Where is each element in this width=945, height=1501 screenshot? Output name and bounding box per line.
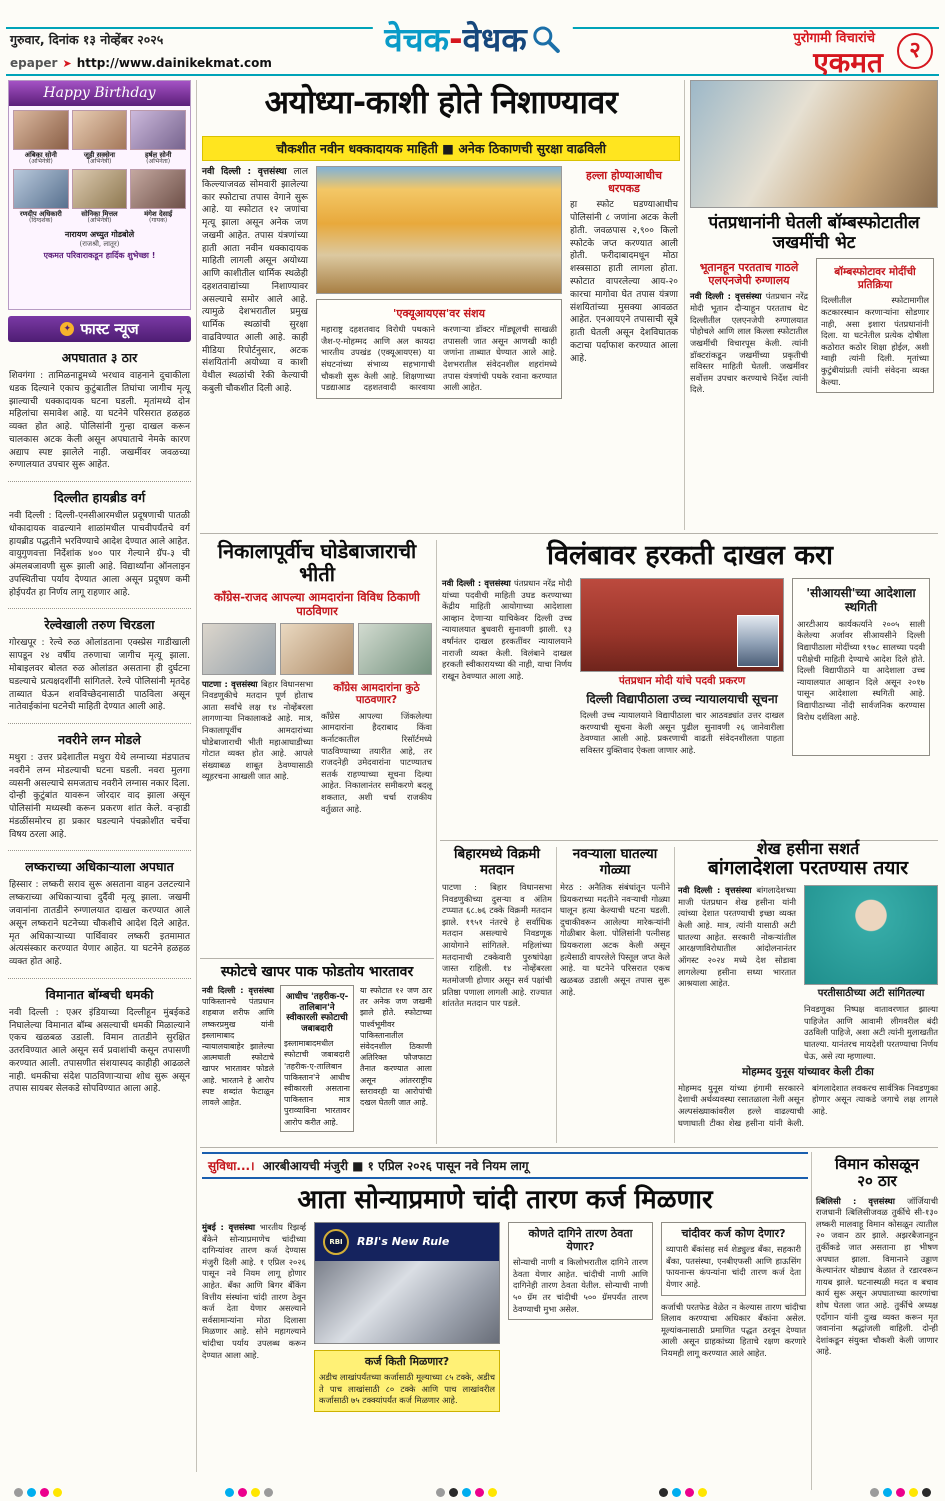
birthday-role: (अभिनेत्री) (28, 158, 53, 166)
horse-headline: निकालापूर्वीच घोडेबाजाराची भीती (217, 539, 417, 586)
plane-body: जॉर्जियाची राजधानी त्बिलिसीजवळ तुर्कीचे सी-१३० लष्करी मालवाहू विमान कोसळून त्यातील २० जवान ठार झाले. अझरबैजानहून तुर्कीकडे जात असताना हा भीषण अपघात झाला. विमानाने उड्डाण केल्यानंतर थोड्याच वेळात ते रडारवरून गायब झाले. घटनास्थळी मदत व बचाव कार्य सुरू असून अपघाताच्या कारणांचा शोध घेतला जात आहे. तुर्कीचे अध्यक्ष एर्दोगान यांनी दुःख व्यक्त करून मृत जवानांना श्रद्धांजली वाहिली. दोन्ही देशांकडून संयुक्त चौकशी केली जाणार आहे. (816, 1195, 938, 1357)
hasina-headline-1: शेख हसीना सशर्त (756, 839, 860, 858)
registration-dot (488, 1488, 497, 1497)
hasina-body-1: बांगलादेशच्या माजी पंतप्रधान शेख हसीना यांनी त्यांच्या देशात परतण्याची इच्छा व्यक्त केली आहे. मात्र, त्यांनी यासाठी अटी घातल्या आहेत. सरकारी नोकऱ्यांतील आरक्षणाविरोधातील आंदोलनानंतर ऑगस्ट २०२४ मध्ये देश सोडावा लागलेल्या हसीना सध्या भारतात आश्रयाला आहेत. (678, 885, 797, 989)
masthead-separator: - (448, 19, 463, 58)
objections-col-center (580, 578, 784, 756)
bihar-body: पाटणा : बिहार विधानसभा निवडणुकीच्या दुसऱ्या व अंतिम टप्प्यात ६८.७६ टक्के विक्रमी मतदान झाले. १९५१ नंतरचे हे सर्वाधिक मतदान असल्याचे निवडणूक आयोगाने सांगितले. महिलांच्या मतदानाची टक्केवारी पुरुषांपेक्षा जास्त राहिली. १४ नोव्हेंबरला मतमोजणी होणार असून सर्व पक्षांची प्रतिष्ठा पणाला लागली आहे. राज्यात शांततेत मतदान पार पडले. (442, 882, 552, 1009)
rbi-image-label: RBI's New Rule (357, 1235, 450, 1249)
modi-reaction-body: दिल्लीतील स्फोटामागील कटकारस्थान करणाऱ्यांना सोडणार नाही, असा इशारा पंतप्रधानांनी दिला. या घटनेतील प्रत्येक दोषीला कठोरात कठोर शिक्षा होईल, अशी ग्वाही त्यांनी दिली. मृतांच्या कुटुंबीयांप्रती त्यांनी संवेदना व्यक्त केल्या. (821, 295, 929, 387)
birthday-photo-grid (9, 106, 190, 227)
silver-col-1 (202, 1222, 306, 1412)
objections-body-1: पंतप्रधान नरेंद्र मोदी यांच्या पदवीची माहिती उघड करण्याच्या केंद्रीय माहिती आयोगाच्या आदेशाला आव्हान देणाऱ्या याचिकेवर दिल्ली उच्च न्यायालयात बुधवारी सुनावणी झाली. १३ वर्षांनंतर दाखल हरकतींवर न्यायालयाने नाराजी व्यक्त केली. विलंबाने दाखल हरकती स्वीकारायच्या की नाही, याचा निर्णय राखून ठेवण्यात आला आहे. (442, 578, 572, 681)
horse-subhead: काँग्रेस-राजद आपल्या आमदारांना विविध ठिकाणी पाठविणार (214, 590, 420, 618)
pm-visit-body: पंतप्रधान नरेंद्र मोदी भूतान दौऱ्याहून परतताच थेट दिल्लीतील एलएनजेपी रुग्णालयात पोहोचले आणि लाल किल्ला स्फोटातील जखमींची विचारपूस केली. त्यांनी डॉक्टरांकडून जखमींच्या प्रकृतीची सविस्तर माहिती घेतली. जखमींवर सर्वोत्तम उपचार करण्याचे निर्देश त्यांनी दिले. (690, 291, 809, 395)
fast-news-item (8, 979, 191, 1105)
arrow-icon: ➤ (62, 56, 72, 70)
pledge-items-body: सोन्याची नाणी व किलोभरातील दागिने तारण ठेवता येणार आहेत. चांदीची नाणी आणि दागिनेही तारण ठेवता येतील. सोन्याची नाणी ५० ग्रॅम तर चांदीची ५०० ग्रॅमपर्यंत तारण ठेवण्याची मुभा असेल. (513, 1257, 648, 1314)
husband-shot-article (560, 847, 670, 1143)
registration-marks-strip (0, 1488, 945, 1497)
registration-dot (659, 1488, 668, 1497)
plane-dateline: त्बिलिसी : वृत्तसंस्था (816, 1195, 895, 1206)
registration-dot-group (659, 1488, 707, 1497)
birthday-person (72, 110, 128, 166)
fast-news-item (8, 482, 191, 609)
objections-headline: विलंबावर हरकती दाखल करा (547, 540, 833, 571)
fast-news-item (8, 851, 191, 978)
registration-dot (922, 1488, 931, 1497)
objections-col-3 (792, 578, 930, 756)
ttp-crosshead: आधीच 'तहरीक-ए-तालिबान'ने स्वीकारली स्फोटाची जबाबदारी (285, 992, 349, 1034)
lead-headline: अयोध्या-काशी होते निशाण्यावर (264, 83, 618, 121)
fast-news-head: रेल्वेखाली तरुण चिरडला (44, 617, 155, 633)
horse-crosshead: काँग्रेस आमदारांना कुठे पाठवणार? (333, 681, 420, 707)
registration-dot (685, 1488, 694, 1497)
happy-birthday-box (8, 80, 191, 310)
pm-visit-article (690, 80, 938, 530)
fast-news-icon: ✦ (60, 322, 74, 336)
birthday-person (72, 169, 128, 225)
registration-dot (870, 1488, 879, 1497)
pak-col-box (280, 985, 354, 1132)
fast-news-item (8, 342, 191, 482)
ayodhya-kashi-temple-photo (316, 166, 562, 294)
registration-dot (698, 1488, 707, 1497)
registration-dot (909, 1488, 918, 1497)
pm-visit-col-2 (816, 258, 934, 396)
horse-col-1 (202, 679, 313, 816)
paper-name-logo: एकमत (813, 46, 883, 79)
bihar-voting-article (442, 847, 552, 1143)
horse-dateline: पाटणा : वृत्तसंस्था (202, 678, 258, 689)
header-rule-bottom (6, 74, 939, 76)
masthead-word-left: वेचक (384, 20, 449, 59)
divider (684, 80, 685, 530)
rbi-seal-icon: RBI (323, 1229, 349, 1255)
hasina-headline-2: बांगलादेशला परतण्यास तयार (707, 857, 909, 880)
silver-col-4 (661, 1222, 806, 1412)
cic-box-title: 'सीआयसी'च्या आदेशाला स्थगिती (806, 586, 916, 615)
registration-dot (672, 1488, 681, 1497)
registration-dot (238, 1488, 247, 1497)
pak-col-3 (360, 985, 432, 1132)
husband-body: मेरठ : अनैतिक संबंधांतून पत्नीने प्रियकराच्या मदतीने नवऱ्याची गोळ्या घालून हत्या केल्याची घटना घडली. दुचाकीवरून आलेल्या मारेकऱ्यांनी गोळीबार केला. पोलिसांनी पत्नीसह प्रियकराला अटक केली असून हत्येसाठी वापरलेले पिस्तूल जप्त केले आहे. या घटनेने परिसरात एकच खळबळ उडाली असून तपास सुरू आहे. (560, 882, 670, 997)
bihar-headline: बिहारमध्ये विक्रमी मतदान (453, 846, 540, 878)
registration-dot (883, 1488, 892, 1497)
lead-body-1: लाल किल्ल्याजवळ सोमवारी झालेल्या कार स्फोटाचा तपास वेगाने सुरू आहे. या स्फोटात १२ जणांचा मृत्यू झाला असून अनेक जण जखमी आहेत. तपास यंत्रणांच्या हाती आता नवीन धक्कादायक माहिती लागली असून अयोध्या आणि काशीतील धार्मिक स्थळेही दहशतवाद्यांच्या निशाण्यावर असल्याचे समोर आले आहे. त्यामुळे देशभरातील प्रमुख धार्मिक स्थळांची सुरक्षा वाढविण्यात आली आहे. काही मीडिया रिपोर्टनुसार, अटक संशयितांनी अयोध्या व काशी येथील स्थळांची रेकी केल्याची कबुली चौकशीत दिली आहे. (202, 167, 308, 395)
hasina-dateline: नवी दिल्ली : वृत्तसंस्था (678, 885, 752, 896)
lead-body-3: हा स्फोट घडण्याआधीच पोलिसांनी ८ जणांना अटक केली होती. जवळपास २,९०० किलो स्फोटके जप्त करण्यात आली होती. फरीदाबादमधून मोठा शस्त्रसाठा हाती लागला होता. स्फोटात वापरलेल्या आय-२० कारचा मागोवा घेत तपास यंत्रणा संशयितांच्या मुसक्या आवळत आहेत. एनआयएने तपासाची सूत्रे हाती घेतली असून देशविघातक कटाचा पर्दाफाश करण्यात आला आहे. (570, 200, 678, 364)
aqis-crosshead: 'एक्यूआयएस'वर संशय (393, 307, 485, 320)
pm-visit-headline: पंतप्रधानांनी घेतली बॉम्बस्फोटातील जखमींची भेट (708, 213, 920, 253)
lenders-body: व्यापारी बँकांसह सर्व शेड्युल्ड बँका, सहकारी बँका, पतसंस्था, एनबीएफसी आणि हाऊसिंग फायनान्स कंपन्यांना चांदी तारण कर्ज देता येणार आहे. (666, 1244, 801, 1289)
fast-news-body: गोरखपूर : रेल्वे रुळ ओलांडताना एक्स्प्रेस गाडीखाली सापडून २४ वर्षीय तरुणाचा जागीच मृत्यू झाला. मोबाइलवर बोलत रुळ ओलांडत असताना ही दुर्घटना घडल्याचे प्रत्यक्षदर्शींनी सांगितले. रेल्वे पोलिसांनी मृतदेह ताब्यात घेऊन शवविच्छेदनासाठी पाठविला असून नातेवाईकांना घटनेची माहिती देण्यात आली आहे. (9, 638, 190, 713)
birthday-role: (अभिनेता) (146, 158, 171, 166)
birthday-person (130, 110, 186, 166)
birthday-footer-name: नारायण अच्युत गोडबोले (64, 229, 135, 239)
lead-dateline: नवी दिल्ली : वृत्तसंस्था (202, 167, 287, 177)
birthday-name: हर्षल सोनी (144, 151, 172, 159)
fast-news-body: हिस्सार : लष्करी सराव सुरू असताना वाहन उलटल्याने लष्कराच्या अधिकाऱ्याचा दुर्दैवी मृत्यू झाला. जखमी जवानांना तातडीने रुग्णालयात दाखल करण्यात आले असून लष्कराने घटनेच्या चौकशीचे आदेश दिले आहेत. मृत अधिकाऱ्याच्या पार्थिवावर लष्करी इतमामात अंत्यसंस्कार करण्यात येणार आहेत. या घटनेने हळहळ व्यक्त होत आहे. (9, 880, 190, 968)
hasina-crosshead-1: परतीसाठीच्या अटी सांगितल्या (817, 988, 925, 1000)
plane-headline-1: विमान कोसळून (835, 1155, 919, 1173)
silver-kicker-text: आरबीआयची मंजुरी ■ १ एप्रिल २०२६ पासून नवे नियम लागू (262, 1159, 529, 1173)
registration-dot (27, 1488, 36, 1497)
lead-article (202, 166, 680, 530)
fast-news-column (8, 316, 191, 1470)
pm-visit-crosshead: भूतानहून परतताच गाठले एलएनजेपी रुग्णालय (699, 261, 799, 288)
fast-news-head: विमानात बॉम्बची धमकी (45, 986, 154, 1002)
page-number: २ (897, 33, 933, 69)
lead-subhead: चौकशीत नवीन धक्कादायक माहिती ■ अनेक ठिकाणची सुरक्षा वाढविली (202, 136, 680, 161)
silver-kicker (202, 1152, 808, 1179)
lead-col-4 (570, 166, 678, 530)
politician-photo-1 (202, 623, 276, 675)
pledge-items-title: कोणते दागिने तारण ठेवता येणार? (528, 1226, 633, 1254)
birthday-name: सोनिका मित्तल (81, 209, 118, 218)
registration-dot-group (870, 1488, 931, 1497)
fast-news-body: मथुरा : उत्तर प्रदेशातील मथुरा येथे लग्नाच्या मंडपातच नवरीने लग्न मोडल्याची घटना घडली. नवरा मुलगा व्यसनी असल्याचे समजताच नवरीने लग्नास नकार दिला. दोन्ही कुटुंबांत यावरून जोरदार वाद झाला असून पोलिसांनी मध्यस्थी करून प्रकरण शांत केले. वऱ्हाडी मंडळींसमोरच हा प्रकार घडल्याने पंचक्रोशीत चर्चेचा विषय ठरला आहे. (9, 753, 190, 840)
birthday-photo (13, 110, 69, 150)
divider (674, 847, 675, 1143)
registration-dot-group (14, 1488, 62, 1497)
hasina-col-2 (804, 885, 938, 1062)
birthday-role: (अभिनेत्री) (87, 217, 112, 225)
masthead-word-right: वेधक (462, 20, 527, 59)
rbi-rule-image (314, 1222, 500, 1344)
horse-col-2 (321, 679, 432, 816)
divider (200, 533, 938, 534)
registration-dot (53, 1488, 62, 1497)
hasina-body-3: मोहम्मद युनूस यांच्या हंगामी सरकारने देशाची अर्थव्यवस्था रसातळाला नेली असून अल्पसंख्याकांवरील हल्ले वाढल्याची घणाघाती टीका शेख हसीना यांनी केली. बांगलादेशात लवकरच सार्वत्रिक निवडणुका होणार असून त्याकडे जगाचे लक्ष लागले आहे. (678, 1082, 938, 1128)
pak-body-1: पाकिस्तानचे पंतप्रधान शहबाज शरीफ आणि लष्करप्रमुख यांनी इस्लामाबाद न्यायालयाबाहेर झालेल्या आत्मघाती स्फोटाचे खापर भारतावर फोडले आहे. भारताने हे आरोप स्पष्ट शब्दांत फेटाळून लावले आहेत. (202, 997, 274, 1107)
fast-news-title: फास्ट न्यूज (80, 320, 139, 338)
pak-dateline: नवी दिल्ली : वृत्तसंस्था (202, 986, 274, 996)
sheikh-hasina-photo (804, 885, 938, 985)
birthday-person (130, 169, 186, 225)
birthday-role: (गायक) (149, 217, 168, 225)
politician-photo-2 (280, 623, 354, 675)
hasina-col-1 (678, 885, 796, 1062)
birthday-name: अंबिका सोनी (24, 151, 57, 159)
masthead (372, 16, 572, 61)
politician-photo-3 (358, 623, 432, 675)
husband-headline: नवऱ्याला घातल्या गोळ्या (572, 846, 658, 878)
objections-photo-caption: पंतप्रधान मोदी यांचे पदवी प्रकरण (618, 675, 746, 688)
happy-birthday-title: Happy Birthday (9, 81, 190, 106)
pm-visit-dateline: नवी दिल्ली : वृत्तसंस्था (690, 291, 762, 302)
fast-news-item (8, 609, 191, 724)
birthday-name: मंगेश देसाई (144, 209, 173, 218)
horse-body-2: काँग्रेस आपल्या जिंकलेल्या आमदारांना हैदराबाद किंवा कर्नाटकातील रिसॉर्टमध्ये पाठविण्याच्या तयारीत आहे, तर राजदनेही उमेदवारांना पाटण्यातच सतर्क राहण्याच्या सूचना दिल्या आहेत. निकालानंतर समीकरणे बदलू शकतात, अशी चर्चा राजकीय वर्तुळात आहे. (321, 710, 432, 814)
lenders-title: चांदीवर कर्ज कोण देणार? (681, 1226, 786, 1240)
registration-dot (40, 1488, 49, 1497)
birthday-photo (72, 169, 128, 209)
pak-body-2: इस्लामाबादमधील स्फोटाची जबाबदारी 'तहरीक-ए-तालिबान पाकिस्तान'ने आधीच स्वीकारली असताना पाकिस्तान मात्र पुराव्याविना भारतावर आरोप करीत आहे. (284, 1039, 350, 1127)
politicians-photo-strip (202, 623, 432, 675)
silver-body-2: कर्जाची परतफेड वेळेत न केल्यास तारण चांदीचा लिलाव करण्याचा अधिकार बँकांना असेल. मूल्यांकनासाठी प्रमाणित पद्धत ठरवून देण्यात आली असून ग्राहकांच्या हिताचे रक्षण करणारे नियमही लागू करण्यात आले आहेत. (661, 1301, 806, 1358)
horse-body-1: बिहार विधानसभा निवडणुकीचे मतदान पूर्ण होताच आता सर्वांचे लक्ष १४ नोव्हेंबरला लागणाऱ्या निकालाकडे आहे. मात्र, निकालापूर्वीच आमदारांच्या घोडेबाजाराची भीती महाआघाडीच्या गोटात व्यक्त होत आहे. आपले संख्याबळ शाबूत ठेवण्यासाठी व्यूहरचना आखली जात आहे. (202, 678, 314, 782)
pm-visit-col-1 (690, 258, 808, 396)
pak-headline: स्फोटचे खापर पाक फोडतोय भारतावर (220, 964, 414, 980)
objections-crosshead: दिल्ली विद्यापीठाला उच्च न्यायालयाची सूचना (586, 691, 778, 706)
silver-loan-article (202, 1152, 808, 1490)
loan-amount-body: अडीच लाखांपर्यंतच्या कर्जासाठी मूल्याच्या ८५ टक्के, अडीच ते पाच लाखांसाठी ८० टक्के आणि पाच लाखांवरील कर्जासाठी ७५ टक्क्यांपर्यंत कर्ज मिळणार आहे. (319, 1372, 495, 1406)
plane-crash-article (816, 1156, 938, 1490)
silver-body-1: भारतीय रिझर्व्ह बँकेने सोन्याप्रमाणेच चांदीच्या दागिन्यांवर तारण कर्ज देण्यास मंजुरी दिली आहे. १ एप्रिल २०२६ पासून नवे नियम लागू होणार आहेत. बँका आणि बिगर बँकिंग वित्तीय संस्थांना चांदी तारण ठेवून कर्ज देता येणार असल्याने सर्वसामान्यांना मोठा दिलासा मिळणार आहे. सोने महागल्याने चांदीचा पर्याय उपलब्ध करून देण्यात आला आहे. (202, 1221, 306, 1360)
pak-blame-article (202, 964, 432, 1144)
divider (200, 958, 434, 959)
pm-hospital-visit-photo (690, 80, 938, 208)
modi-reaction-title: बॉम्बस्फोटावर मोदींची प्रतिक्रिया (834, 266, 916, 291)
court-building-photo (580, 578, 784, 672)
registration-dot-group (225, 1488, 273, 1497)
birthday-photo (130, 110, 186, 150)
lead-crosshead-2: हल्ला होण्याआधीच धरपकड (586, 169, 662, 196)
divider (200, 1147, 938, 1148)
divider (811, 1152, 812, 1490)
registration-dot (462, 1488, 471, 1497)
horse-trading-article (202, 540, 432, 954)
objections-col-1 (442, 578, 572, 756)
fast-news-item (8, 724, 191, 851)
divider (436, 540, 437, 1144)
lead-col-center (316, 166, 562, 530)
registration-dot (251, 1488, 260, 1497)
birthday-footer-role: (राजश्री, लातूर) (79, 239, 120, 248)
aqis-body: महाराष्ट्र दहशतवाद विरोधी पथकाने जैश-ए-मोहम्मद आणि अल कायदा भारतीय उपखंड (एक्यूआयएस) या संघटनांच्या संभाव्य सहभागाची चौकशी सुरू केली आहे. शिक्षणाच्या पडद्याआड दहशतवादी कारवाया करणाऱ्या डॉक्टर मॉड्यूलची साखळी तपासली जात असून आणखी काही जणांना ताब्यात घेण्यात आले आहे. देशभरातील संवेदनशील शहरांमध्ये तपास यंत्रणांची पथके रवाना करण्यात आली आहेत. (321, 324, 557, 393)
pak-body-3: या स्फोटात १२ जण ठार तर अनेक जण जखमी झाले होते. स्फोटाच्या पार्श्वभूमीवर पाकिस्तानातील संवेदनशील ठिकाणी अतिरिक्त फौजफाटा तैनात करण्यात आला असून आंतरराष्ट्रीय स्तरावरही या आरोपांची दखल घेतली जात आहे. (360, 986, 432, 1107)
silver-kicker-label: सुविधा...। (208, 1159, 255, 1173)
silver-col-3 (508, 1222, 653, 1412)
silver-jewelry-photo (315, 1261, 499, 1343)
loan-amount-box (314, 1350, 500, 1412)
lead-col-1 (202, 166, 308, 530)
registration-dot (436, 1488, 445, 1497)
birthday-person (13, 169, 69, 225)
birthday-photo (72, 110, 128, 150)
fast-news-body: नवी दिल्ली : दिल्ली-एनसीआरमधील प्रदूषणाची पातळी धोकादायक वाढल्याने शाळांमधील पाचवीपर्यंतचे वर्ग हायब्रीड पद्धतीने भरविण्याचे आदेश देण्यात आले आहेत. वायुगुणवत्ता निर्देशांक ४०० पार गेल्याने ग्रॅप-३ ची अंमलबजावणी सुरू झाली आहे. विद्यार्थ्यांना ऑनलाइन उपस्थितीचा पर्याय देण्यात आला असून प्रदूषण कमी होईपर्यंत हा निर्णय लागू राहणार आहे. (9, 511, 190, 598)
birthday-photo (13, 169, 69, 209)
hasina-crosshead-2: मोहम्मद युनूस यांच्यावर केली टीका (742, 1066, 874, 1079)
objections-dateline: नवी दिल्ली : वृत्तसंस्था (442, 578, 511, 589)
fast-news-head: लष्कराच्या अधिकाऱ्याला अपघात (25, 859, 174, 875)
fast-news-head: दिल्लीत हायब्रीड वर्ग (53, 490, 146, 506)
registration-dot-group (436, 1488, 497, 1497)
registration-dot (896, 1488, 905, 1497)
registration-dot (264, 1488, 273, 1497)
objections-body-2: दिल्ली उच्च न्यायालयाने विद्यापीठाला चार आठवड्यांत उत्तर दाखल करण्याची सूचना केली असून पुढील सुनावणी २६ जानेवारीला ठेवण्यात आली आहे. प्रकरणाची वाढती संवेदनशीलता पाहता सविस्तर युक्तिवाद ऐकला जाणार आहे. (580, 710, 784, 755)
loan-amount-title: कर्ज किती मिळणार? (364, 1354, 450, 1368)
tagline: पुरोगामी विचारांचे (793, 31, 875, 46)
registration-dot (475, 1488, 484, 1497)
fast-news-body: नवी दिल्ली : एअर इंडियाच्या दिल्लीहून मुंबईकडे निघालेल्या विमानात बॉम्ब असल्याची धमकी मिळाल्याने एकच खळबळ उडाली. विमान तातडीने सुरक्षित उतरविण्यात आले असून सर्व प्रवाशांची कसून तपासणी करण्यात आली. तपासणीत संशयास्पद काहीही आढळले नाही. धमकीचा संदेश पाठविणाऱ्याचा शोध सुरू असून तपास सायबर सेलकडे सोपविण्यात आला आहे. (9, 1007, 190, 1095)
plane-headline-2: २० ठार (857, 1172, 897, 1191)
objections-article (442, 540, 938, 836)
fast-news-header (8, 316, 191, 342)
birthday-role: (अभिनेत्री) (87, 158, 112, 166)
epaper-label[interactable]: epaper (10, 56, 58, 70)
divider (556, 847, 557, 1143)
registration-dot (449, 1488, 458, 1497)
silver-dateline: मुंबई : वृत्तसंस्था (202, 1221, 256, 1232)
registration-dot (225, 1488, 234, 1497)
birthday-name: जूही सक्सेना (83, 151, 116, 159)
fast-news-head: अपघातात ३ ठार (61, 350, 138, 365)
birthday-person (13, 110, 69, 166)
date-line: गुरुवार, दिनांक १३ नोव्हेंबर २०२५ (10, 32, 164, 47)
fast-news-head: नवरीने लग्न मोडले (58, 732, 141, 748)
birthday-wish: एकमत परिवाराकडून हार्दिक शुभेच्छा ! (43, 250, 156, 260)
hasina-article (678, 840, 938, 1144)
hasina-body-2: निवडणुका निष्पक्ष वातावरणात झाल्या पाहिजेत आणि आवामी लीगवरील बंदी उठविली पाहिजे, अशा अटी त्यांनी मुलाखतीत घातल्या. यानंतरच मायदेशी परतण्याचा निर्णय घेऊ, असे त्या म्हणाल्या. (804, 1004, 938, 1061)
divider (196, 80, 197, 1472)
registration-dot (14, 1488, 23, 1497)
birthday-photo (130, 169, 186, 209)
birthday-name: रणदीप अधिकारी (19, 209, 62, 218)
birthday-role: (दिग्दर्शक) (28, 217, 53, 225)
fast-news-body: शिवगंगा : तामिळनाडूमध्ये भरधाव वाहनाने दुचाकीला धडक दिल्याने एकाच कुटुंबातील तिघांचा जागीच मृत्यू झाल्याची धक्कादायक घटना घडली. मृतांमध्ये दोन महिलांचा समावेश आहे. या घटनेने परिसरात हळहळ व्यक्त होत आहे. पोलिसांनी गुन्हा दाखल करून चालकास अटक केली असून अपघाताचे नेमके कारण अद्याप स्पष्ट झालेले नाही. जखमींवर जवळच्या रुग्णालयात उपचार सुरू आहेत. (9, 371, 190, 471)
cic-box-body: आरटीआय कार्यकर्त्याने २००५ साली केलेल्या अर्जावर सीआयसीने दिल्ली विद्यापीठाला मोदींच्या १९७८ सालच्या पदवी परीक्षेची माहिती देण्याचे आदेश दिले होते. दिल्ली विद्यापीठाने या आदेशाला उच्च न्यायालयात आव्हान दिले असून २०१७ पासून आदेशाला स्थगिती आहे. विद्यापीठाच्या नोंदी सार्वजनिक करण्यास विरोध दर्शविला आहे. (797, 618, 925, 722)
epaper-url[interactable]: http://www.dainikekmat.com (76, 56, 272, 70)
silver-col-2 (314, 1222, 500, 1412)
magnifier-icon (531, 24, 561, 54)
modi-inset-photo (737, 615, 779, 667)
silver-headline: आता सोन्याप्रमाणे चांदी तारण कर्ज मिळणार (297, 1185, 713, 1215)
pak-col-1 (202, 985, 274, 1132)
